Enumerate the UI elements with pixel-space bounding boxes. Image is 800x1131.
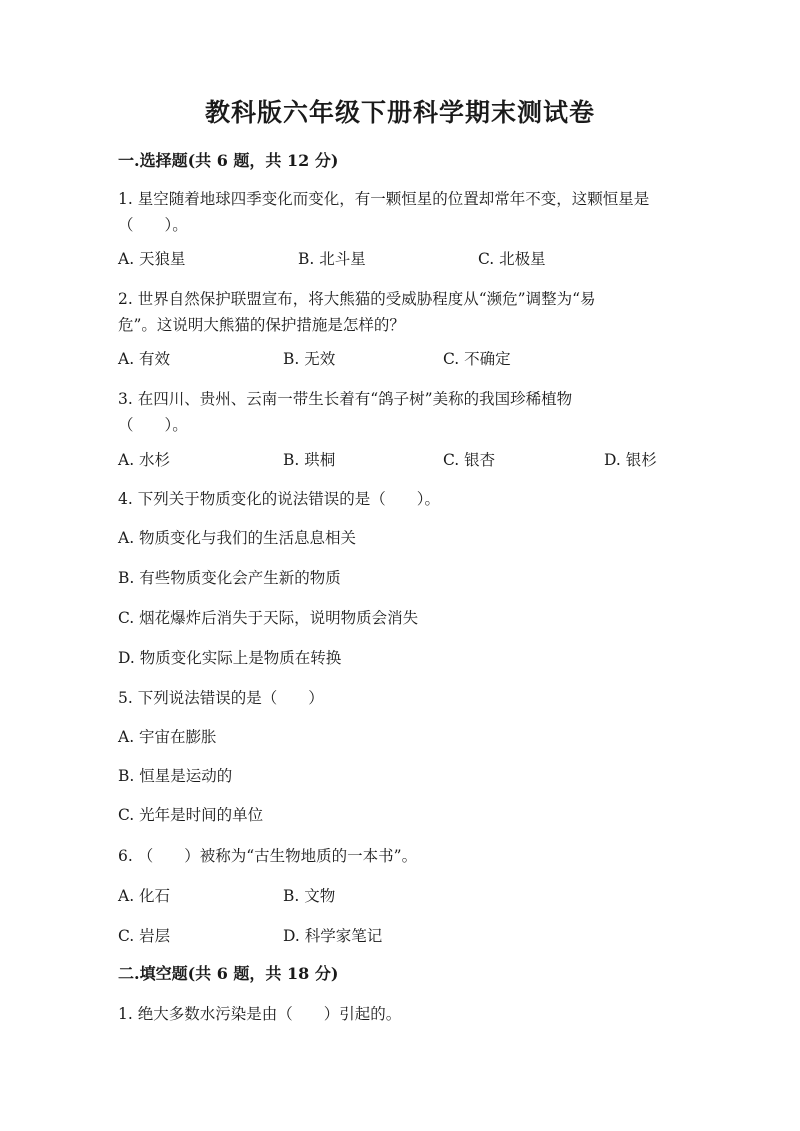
q4-option-b: B. 有些物质变化会产生新的物质 — [118, 569, 341, 587]
section-heading-choice: 一.选择题(共 6 题，共 12 分) — [118, 151, 339, 170]
q6-option-b: B. 文物 — [283, 887, 336, 905]
q6-option-a: A. 化石 — [118, 887, 171, 905]
question-6: 6. （ ）被称为“古生物地质的一本书”。 — [118, 847, 418, 865]
question-4: 4. 下列关于物质变化的说法错误的是（ ）。 — [118, 490, 440, 508]
q6-option-d: D. 科学家笔记 — [283, 927, 383, 945]
q5-option-a: A. 宇宙在膨胀 — [118, 728, 217, 746]
q4-option-a: A. 物质变化与我们的生活息息相关 — [118, 529, 357, 547]
q2-option-a: A. 有效 — [118, 350, 171, 368]
q4-option-d: D. 物质变化实际上是物质在转换 — [118, 649, 342, 667]
question-2-line-2: 危”。这说明大熊猫的保护措施是怎样的？ — [118, 316, 405, 334]
question-1-line-2: （ ）。 — [118, 216, 188, 234]
page-title: 教科版六年级下册科学期末测试卷 — [204, 98, 595, 127]
question-2 — [118, 286, 678, 338]
q5-option-b: B. 恒星是运动的 — [118, 767, 233, 785]
question-2-line-1: 2. 世界自然保护联盟宣布，将大熊猫的受威胁程度从“濒危”调整为“易 — [118, 290, 596, 308]
question-3-line-1: 3. 在四川、贵州、云南一带生长着有“鸽子树”美称的我国珍稀植物 — [118, 390, 573, 408]
q3-option-a: A. 水杉 — [118, 451, 171, 469]
q3-option-c: C. 银杏 — [443, 451, 496, 469]
fill-question-1: 1. 绝大多数水污染是由（ ）引起的。 — [118, 1005, 402, 1023]
q3-option-b: B. 珙桐 — [283, 451, 336, 469]
q1-option-b: B. 北斗星 — [298, 250, 366, 268]
q3-option-d: D. 银杉 — [604, 451, 657, 469]
question-1-line-1: 1. 星空随着地球四季变化而变化，有一颗恒星的位置却常年不变，这颗恒星是 — [118, 190, 650, 208]
q2-option-b: B. 无效 — [283, 350, 336, 368]
q4-option-c: C. 烟花爆炸后消失于天际，说明物质会消失 — [118, 609, 419, 627]
q6-option-c: C. 岩层 — [118, 927, 171, 945]
question-1 — [118, 186, 678, 238]
question-5: 5. 下列说法错误的是（ ） — [118, 689, 324, 707]
question-3-line-2: （ ）。 — [118, 416, 188, 434]
q2-option-c: C. 不确定 — [443, 350, 511, 368]
section-heading-fill: 二.填空题(共 6 题，共 18 分) — [118, 964, 339, 983]
q5-option-c: C. 光年是时间的单位 — [118, 806, 264, 824]
q1-option-a: A. 天狼星 — [118, 250, 186, 268]
q1-option-c: C. 北极星 — [478, 250, 546, 268]
question-3 — [118, 386, 678, 438]
